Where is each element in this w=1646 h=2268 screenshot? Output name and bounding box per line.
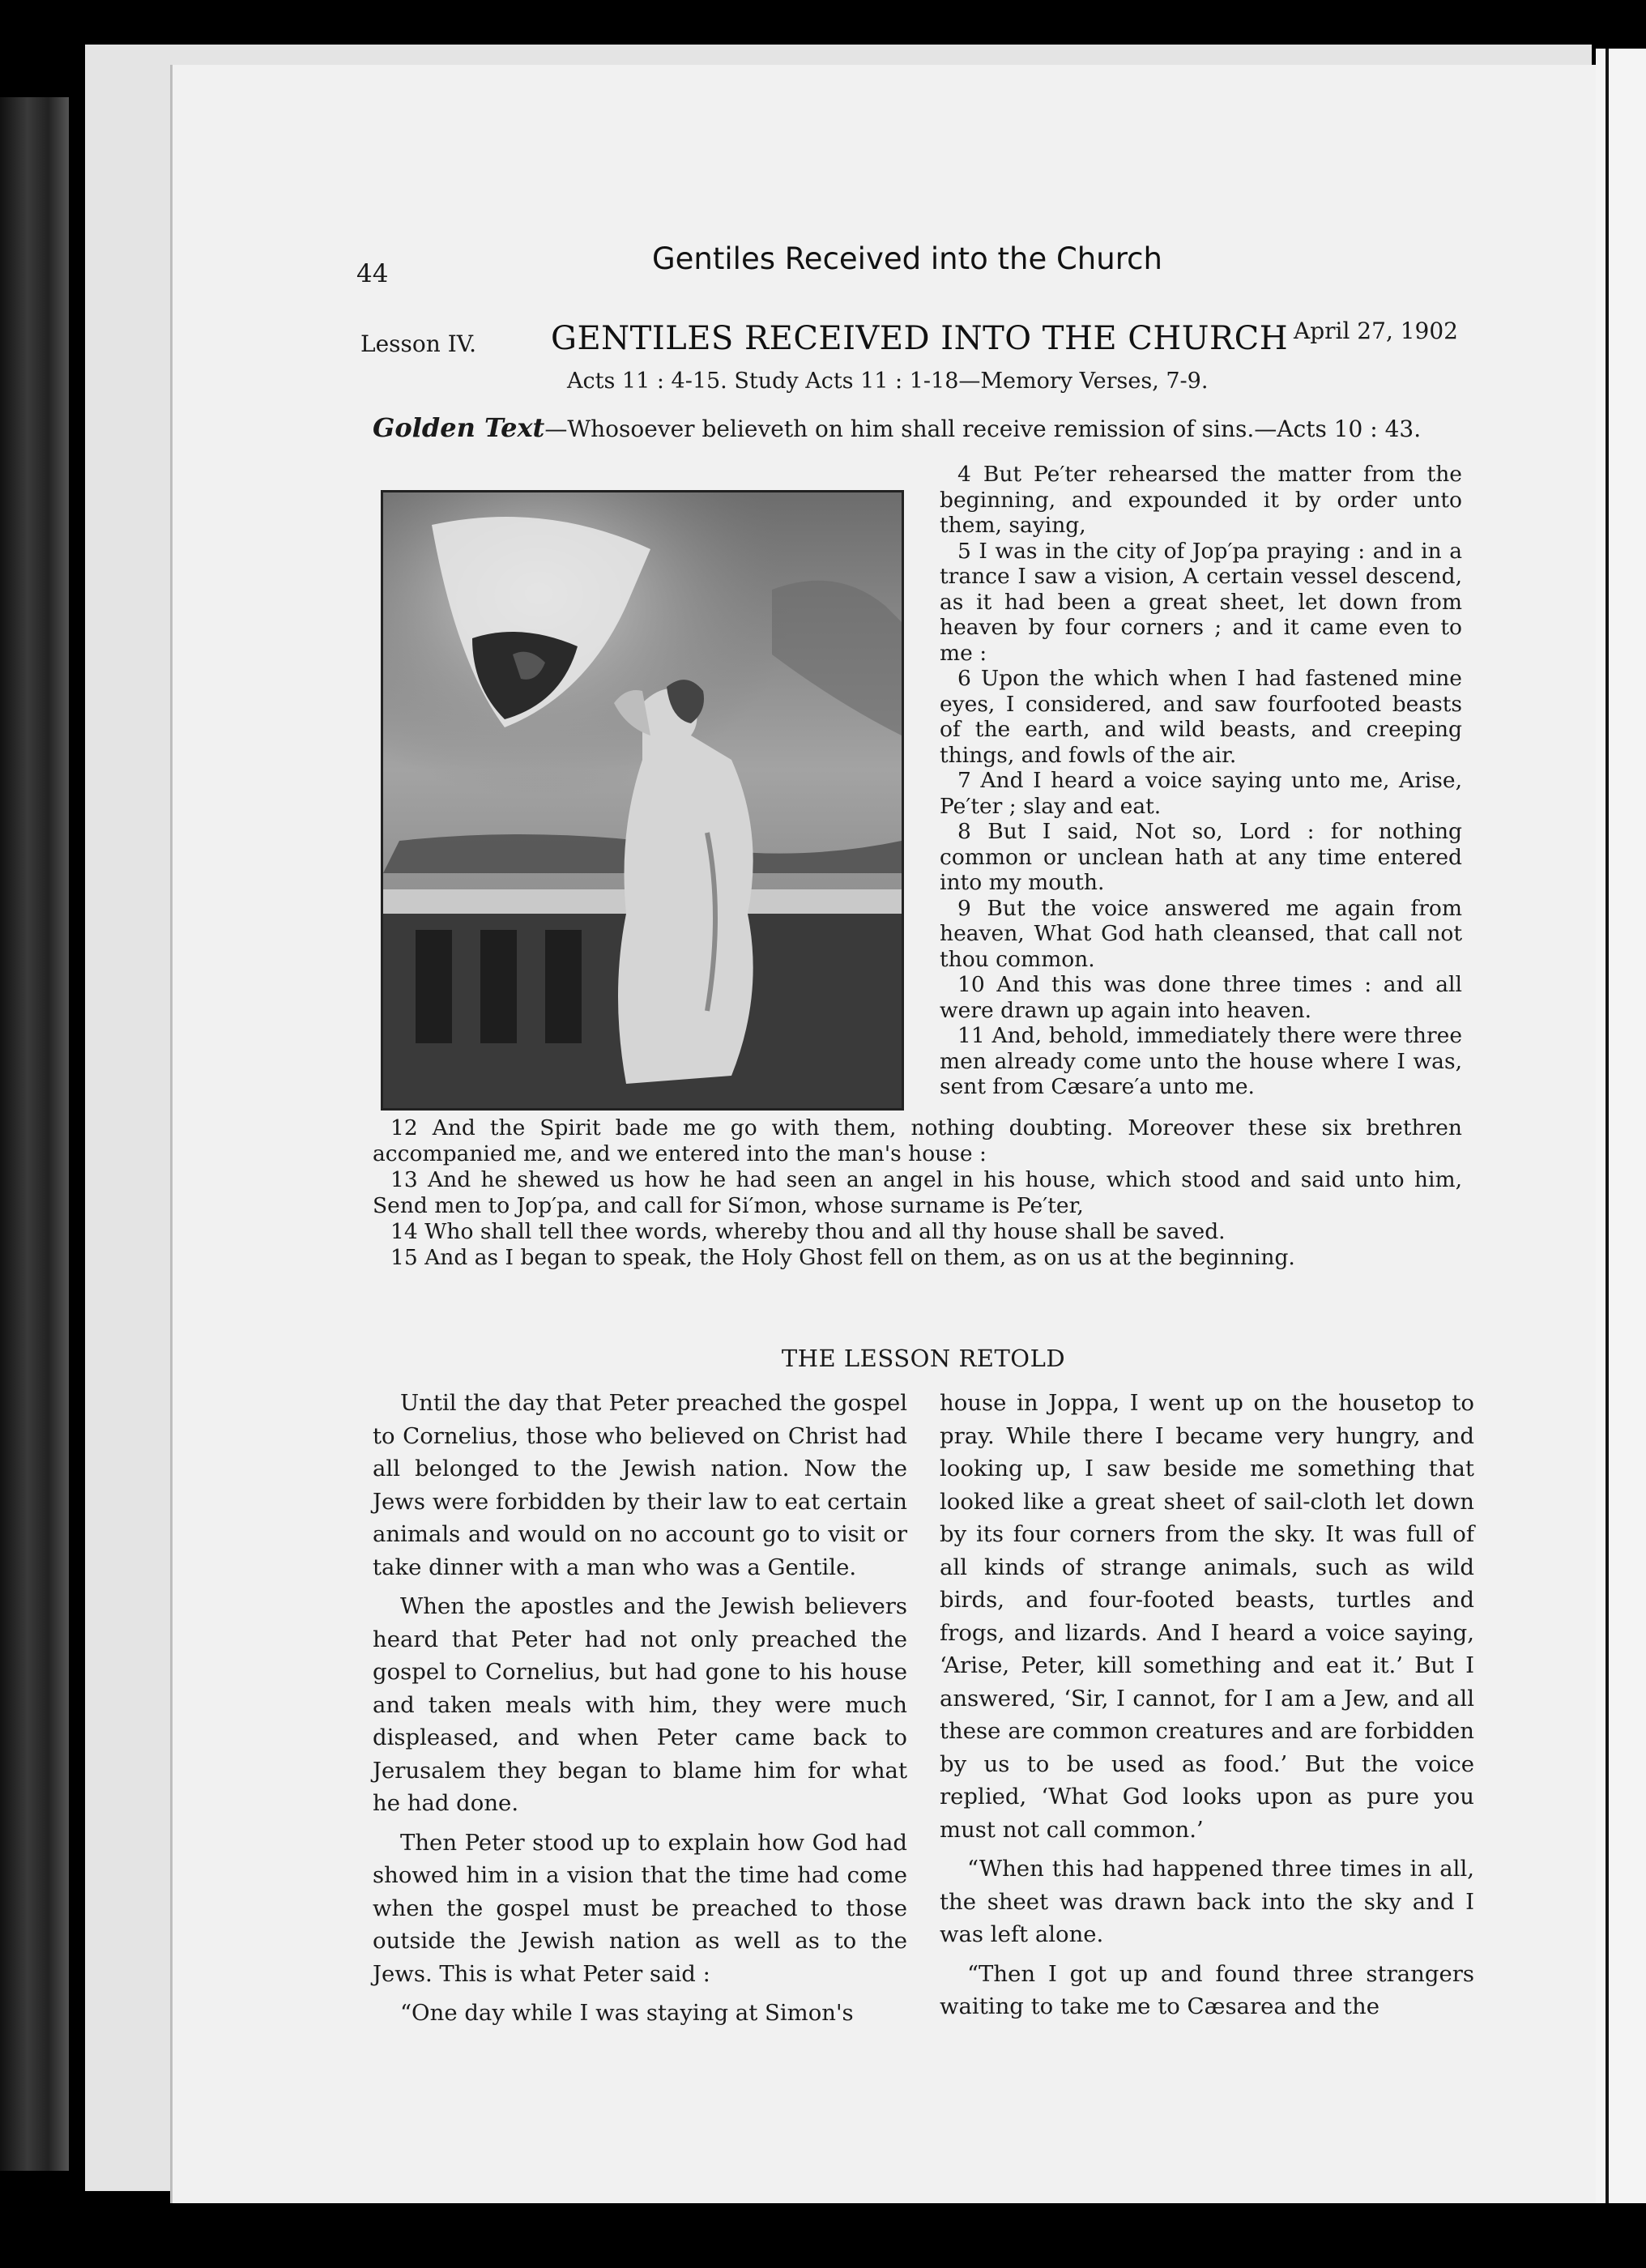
retold-right-column (940, 1387, 1474, 2030)
retold-paragraph: “When this had happened three times in all, the sheet was drawn back into the sky and I was left alone. (940, 1856, 1474, 1947)
golden-text (373, 413, 1490, 444)
retold-paragraph: Then Peter stood up to explain how God had showed him in a vision that the time had come when the gospel must be preached to those outside the Jewish nation as well as to the Jews. This is what Peter said : (373, 1829, 907, 1987)
retold-paragraph: “Then I got up and found three strangers waiting to take me to Cæsarea and the (940, 1960, 1474, 2019)
verse-15: 15 And as I began to speak, the Holy Ghost fell on them, as on us at the beginning. (390, 1245, 1295, 1270)
verse-6: 6 Upon the which when I had fastened mine eyes, I considered, and saw fourfooted beasts of the earth, and wild beasts, and creeping things, and fowls of the air. (940, 666, 1462, 768)
page-number: 44 (356, 259, 389, 288)
scripture-reference: Acts 11 : 4-15. Study Acts 11 : 1-18—Memory Verses, 7-9. (567, 369, 1209, 394)
verse-9: 9 But the voice answered me again from heaven, What God hath cleansed, that call not thou common. (940, 895, 1462, 972)
verse-7: 7 And I heard a voice saying unto me, Arise, Pe′ter ; slay and eat. (940, 768, 1462, 819)
verses-full-width (373, 1115, 1462, 1271)
verse-5: 5 I was in the city of Jop′pa praying : and in a trance I saw a vision, A certain vessel descend, as it had been a great sheet, let down from heaven by four corners ; and it came even to me : (940, 538, 1462, 666)
golden-text-label: Golden Text (373, 412, 545, 443)
golden-text-body: —Whosoever believeth on him shall receive remission of sins.—Acts 10 : 43. (544, 416, 1422, 442)
lesson-number: Lesson IV. (360, 330, 476, 357)
verse-10: 10 And this was done three times : and all were drawn up again into heaven. (940, 972, 1462, 1023)
verse-14: 14 Who shall tell thee words, whereby thou and all thy house shall be saved. (390, 1219, 1226, 1244)
book-spine (0, 97, 69, 2171)
retold-left-column (373, 1387, 907, 2036)
verse-4: 4 But Pe′ter rehearsed the matter from the beginning, and expounded it by order unto them, saying, (940, 462, 1462, 538)
verses-right-column (940, 462, 1462, 1100)
retold-paragraph: When the apostles and the Jewish believers heard that Peter had not only preached the gospel to Cornelius, but had gone to his house and taken meals with him, they were much displeased, and when Peter came back to Jerusalem they began to blame him for what he had done. (373, 1593, 907, 1816)
lesson-title: GENTILES RECEIVED INTO THE CHURCH (551, 320, 1289, 357)
retold-paragraph: Until the day that Peter preached the gospel to Cornelius, those who believed on Christ had all belonged to the Jewish nation. Now the Jews were forbidden by their law to eat certain animals and would on no account go to visit or take dinner with a man who was a Gentile. (373, 1390, 907, 1580)
illustration-peter-vision (381, 490, 904, 1111)
next-page-edge (1596, 49, 1646, 2203)
retold-paragraph: “One day while I was staying at Simon's (400, 2000, 854, 2026)
retold-paragraph: house in Joppa, I went up on the housetop to pray. While there I became very hungry, and looking up, I saw beside me something that looked like a great sheet of sail-cloth let down by its four corners from the sky. It was full of all kinds of strange animals, such as wild birds, and four-footed beasts, turtles and frogs, and lizards. And I heard a voice saying, ‘Arise, Peter, kill something and eat it.’ But I answered, ‘Sir, I cannot, for I am a Jew, and all these are common creatures and are forbidden by us to be used as food.’ But the voice replied, ‘What God looks upon as pure you must not call common.’ (940, 1390, 1474, 1843)
verse-8: 8 But I said, Not so, Lord : for nothing common or unclean hath at any time entered into my mouth. (940, 819, 1462, 895)
lesson-date: April 27, 1902 (1293, 318, 1458, 344)
verse-12: 12 And the Spirit bade me go with them, nothing doubting. Moreover these six brethren accompanied me, and we entered into the man's house : (373, 1115, 1462, 1166)
illustration-image (383, 492, 902, 1108)
running-head: Gentiles Received into the Church (652, 241, 1162, 276)
page-content (356, 227, 1490, 2066)
lesson-retold-heading: THE LESSON RETOLD (781, 1345, 1066, 1372)
verse-13: 13 And he shewed us how he had seen an angel in his house, which stood and said unto him, Send men to Jop′pa, and call for Si′mon, whose surname is Pe′ter, (373, 1167, 1462, 1218)
verse-11: 11 And, behold, immediately there were three men already come unto the house where I was, sent from Cæsare′a unto me. (940, 1023, 1462, 1099)
